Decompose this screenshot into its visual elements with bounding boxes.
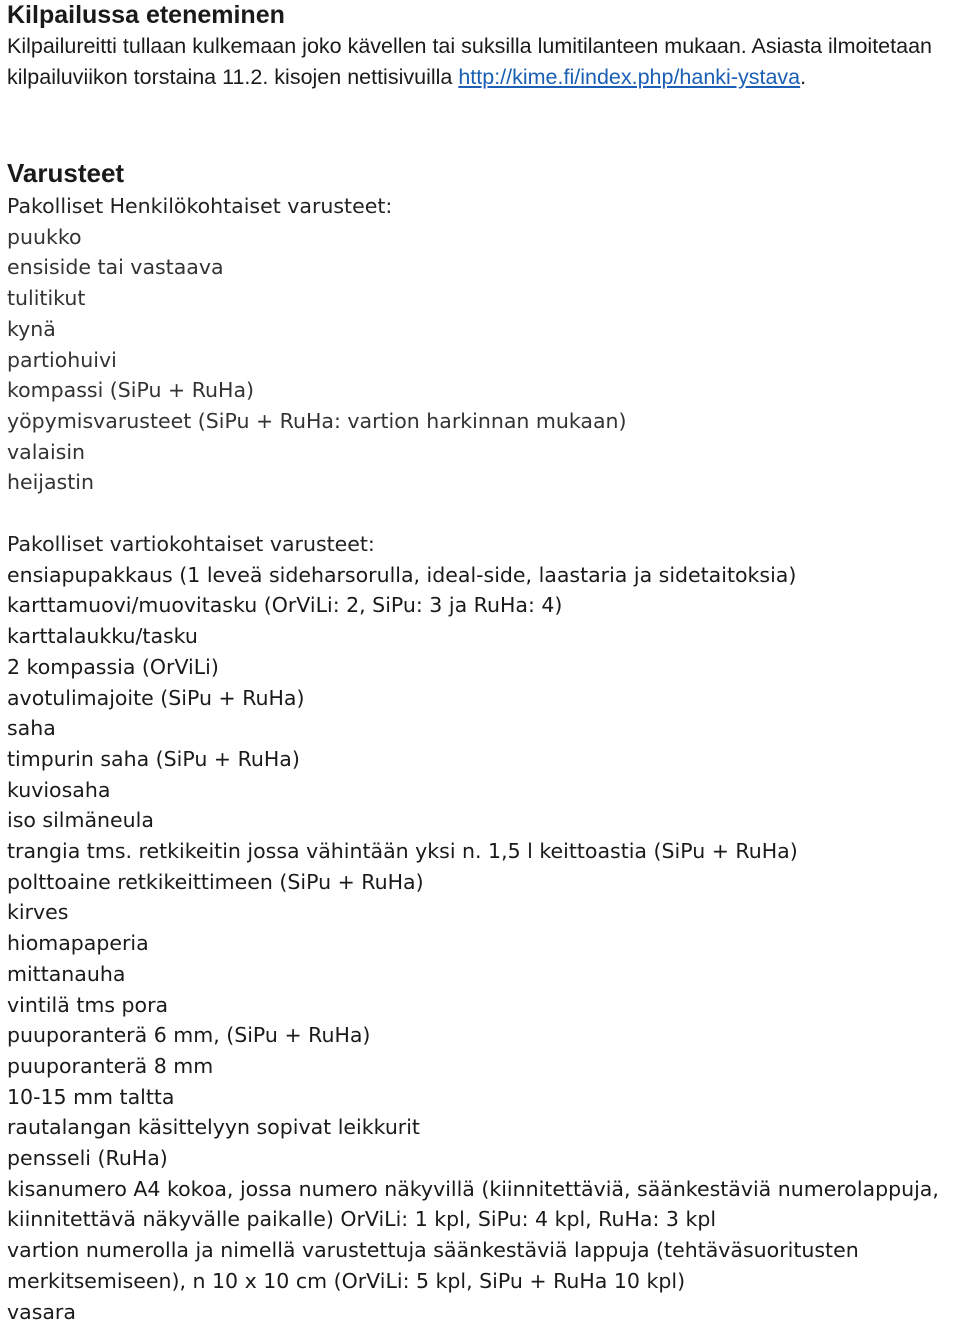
list-item: kuviosaha	[7, 777, 111, 802]
intro-text-end: .	[800, 65, 807, 89]
list-item: kompassi (SiPu + RuHa)	[7, 378, 255, 403]
personal-equipment-heading: Pakolliset Henkilökohtaiset varusteet:	[7, 194, 393, 218]
list-item: ensiapupakkaus (1 leveä sideharsorulla, ideal-side, laastaria ja sidetaitoksia)	[7, 562, 797, 587]
list-item: heijastin	[7, 470, 94, 495]
list-item: puuporanterä 6 mm, (SiPu + RuHa)	[7, 1023, 371, 1048]
list-item: hiomapaperia	[7, 931, 149, 956]
list-item: kirves	[7, 900, 69, 925]
intro-text: Kilpailureitti tullaan kulkemaan joko kävellen tai suksilla lumitilanteen mukaan. Asiasta ilmoitetaan kilpailuviikon torstaina 11.2. kisojen nettisivuilla	[7, 34, 932, 89]
list-item: saha	[7, 716, 56, 741]
list-item: timpurin saha (SiPu + RuHa)	[7, 746, 300, 771]
list-item: karttamuovi/muovitasku (OrViLi: 2, SiPu: 3 ja RuHa: 4)	[7, 593, 563, 618]
list-item: 10-15 mm taltta	[7, 1084, 175, 1109]
list-item: partiohuivi	[7, 347, 117, 372]
list-item: trangia tms. retkikeitin jossa vähintään yksi n. 1,5 l keittoastia (SiPu + RuHa)	[7, 839, 798, 864]
list-item: vartion numerolla ja nimellä varustettuja säänkestäviä lappuja (tehtäväsuoritusten merkitsemiseen), n 10 x 10 cm (OrViLi: 5 kpl, SiPu + RuHa 10 kpl)	[7, 1238, 859, 1293]
section-title-progress: Kilpailussa eteneminen	[7, 1, 285, 29]
section-title-equipment: Varusteet	[7, 158, 125, 188]
personal-equipment-list	[7, 191, 627, 498]
list-item: iso silmäneula	[7, 808, 154, 833]
list-item: valaisin	[7, 439, 86, 464]
list-item: kisanumero A4 kokoa, jossa numero näkyvillä (kiinnitettäviä, säänkestäviä numerolappuja, kiinnitettävä näkyvälle paikalle) OrViLi: 1 kpl, SiPu: 4 kpl, RuHa: 3 kpl	[7, 1176, 939, 1232]
list-item: tulitikut	[7, 286, 86, 311]
list-item: pensseli (RuHa)	[7, 1146, 168, 1171]
list-item: yöpymisvarusteet (SiPu + RuHa: vartion harkinnan mukaan)	[7, 408, 627, 433]
team-equipment-heading: Pakolliset vartiokohtaiset varusteet:	[7, 532, 375, 556]
list-item: ensiside tai vastaava	[7, 255, 224, 280]
list-item: 2 kompassia (OrViLi)	[7, 654, 219, 679]
list-item: vasara	[7, 1299, 76, 1324]
list-item: avotulimajoite (SiPu + RuHa)	[7, 685, 305, 710]
list-item: rautalangan käsittelyyn sopivat leikkurit	[7, 1115, 420, 1140]
intro-paragraph	[7, 31, 957, 93]
list-item: puuporanterä 8 mm	[7, 1053, 214, 1078]
list-item: kynä	[7, 316, 56, 341]
document-page	[7, 0, 957, 1324]
list-item: puukko	[7, 224, 82, 249]
competition-website-link[interactable]: http://kime.fi/index.php/hanki-ystava	[458, 65, 801, 89]
list-item: karttalaukku/tasku	[7, 624, 198, 649]
list-item: mittanauha	[7, 961, 126, 986]
list-item: vintilä tms pora	[7, 992, 169, 1017]
team-equipment-list	[7, 529, 960, 1327]
list-item: polttoaine retkikeittimeen (SiPu + RuHa)	[7, 869, 424, 894]
